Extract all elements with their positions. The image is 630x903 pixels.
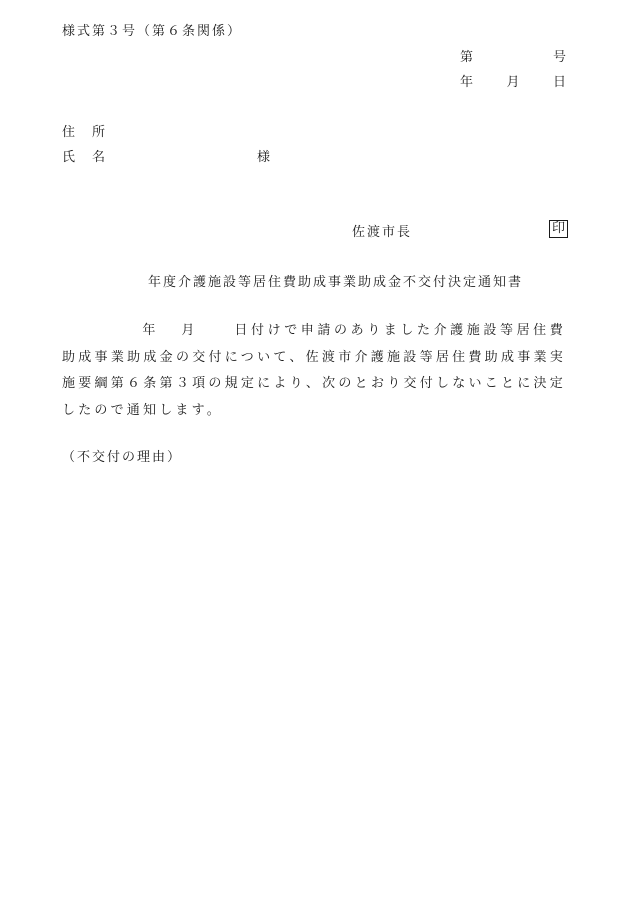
document-date [460, 71, 566, 90]
seal-box: 印 [549, 220, 568, 238]
number-suffix: 号 [552, 50, 566, 65]
date-year: 年 [460, 75, 474, 90]
name-label: 氏 名 [62, 150, 108, 165]
date-month: 月 [506, 75, 520, 90]
document-title: 年度介護施設等居住費助成事業助成金不交付決定通知書 [148, 275, 524, 290]
reason-heading: （不交付の理由） [62, 450, 183, 465]
body-text: 日付けで申請のありました介護施設等居住費助成事業助成金の交付について、佐渡市介護施設等居住費助成事業実施要綱第６条第３項の規定により、次のとおり交付しないことに決定したので通知します。 [62, 323, 566, 418]
issuer-title: 佐渡市長 [352, 225, 413, 240]
body-year-unit: 年 [142, 323, 159, 338]
body-month-unit: 月 [181, 323, 198, 338]
form-label: 様式第３号（第６条関係） [62, 24, 243, 39]
date-day: 日 [552, 75, 566, 90]
address-label: 住 所 [62, 125, 108, 140]
honorific: 様 [257, 150, 273, 165]
body-paragraph [62, 318, 566, 424]
document-number [460, 46, 566, 65]
seal-mark [549, 220, 568, 238]
number-prefix: 第 [460, 50, 474, 65]
